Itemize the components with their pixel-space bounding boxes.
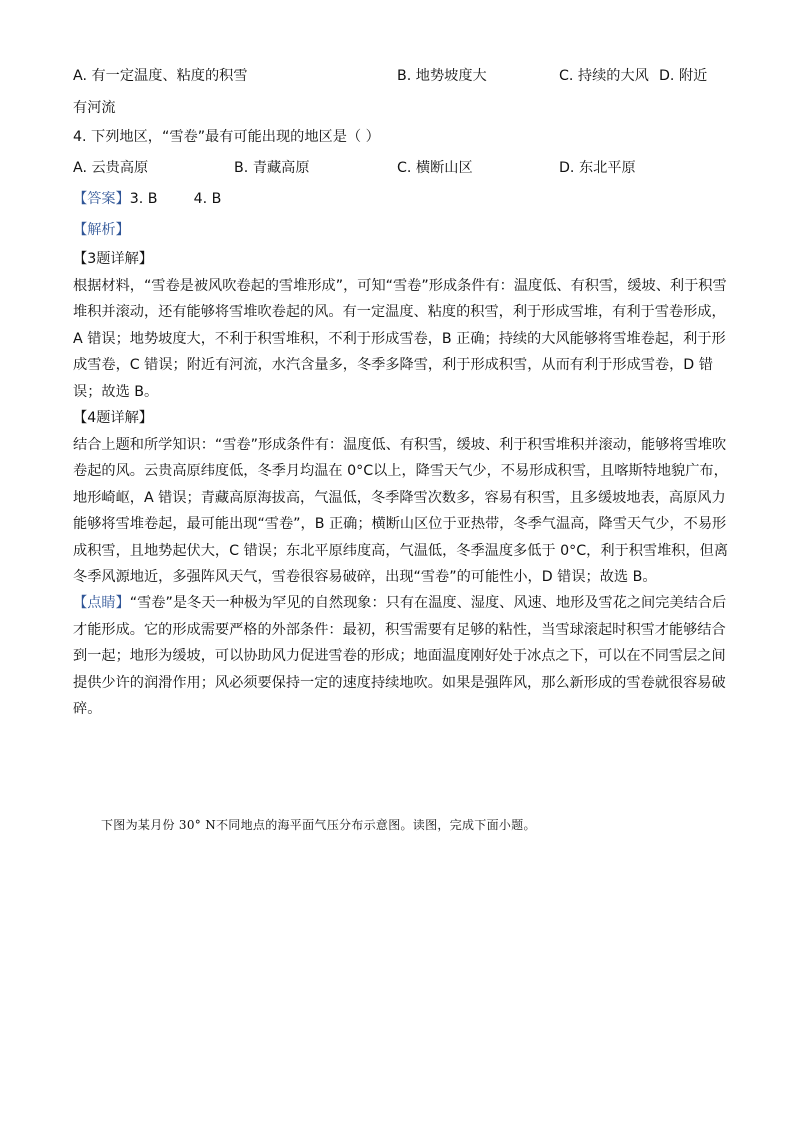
q4-options-row — [73, 158, 715, 178]
analysis-tag: 【解析】 — [73, 222, 130, 238]
q3-option-d: D. 附近 — [659, 68, 708, 84]
next-question-caption: 下图为某月份 30° N不同地点的海平面气压分布示意图。读图，完成下面小题。 — [101, 818, 536, 832]
dianjing-line-2: 才能形成。它的形成需要严格的外部条件：最初，积雪需要有足够的粘性，当雪球滚起时积雪才能够结合 — [73, 621, 726, 638]
dianjing-line-5: 碎。 — [73, 701, 102, 718]
detail3-line-4: 成雪卷，C 错误；附近有河流，水汽含量多，冬季多降雪，利于形成积雪，从而有利于形成雪卷，D 错 — [73, 357, 713, 374]
detail3-line-5: 误；故选 B。 — [73, 383, 159, 400]
dianjing-line-3: 到一起；地形为缓坡，可以协助风力促进雪卷的形成；地面温度刚好处于冰点之下，可以在不同雪层之间 — [73, 648, 726, 665]
detail4-line-4: 能够将雪堆卷起，最可能出现“雪卷”，B 正确；横断山区位于亚热带，冬季气温高，降雪天气少，不易形 — [73, 516, 727, 533]
q3-option-d-continued: 有河流 — [73, 100, 116, 116]
q4-option-b: B. 青藏高原 — [234, 160, 310, 176]
q4-option-a: A. 云贵高原 — [73, 160, 149, 176]
answer-text: 3. B 4. B — [129, 191, 222, 207]
detail4-line-2: 卷起的风。云贵高原纬度低，冬季月均温在 0°C以上，降雪天气少，不易形成积雪，且喀斯特地貌广布， — [73, 463, 728, 480]
detail4-line-1: 结合上题和所学知识：“雪卷”形成条件有：温度低、有积雪，缓坡、利于积雪堆积并滚动，能够将雪堆吹 — [73, 437, 727, 454]
q3-option-c: C. 持续的大风 — [559, 68, 649, 84]
q3-option-a: A. 有一定温度、粘度的积雪 — [73, 68, 248, 84]
detail3-line-2: 堆积并滚动，还有能够将雪堆吹卷起的风。有一定温度、粘度的积雪，利于形成雪堆，有利于雪卷形成， — [73, 304, 726, 321]
q4-option-d: D. 东北平原 — [559, 160, 636, 176]
detail4-tag: 【4题详解】 — [73, 410, 153, 427]
document-page — [73, 66, 729, 723]
q4-stem: 4. 下列地区，“雪卷”最有可能出现的地区是（ ） — [73, 129, 380, 145]
detail4-line-5: 成积雪，且地势起伏大，C 错误；东北平原纬度高，气温低，冬季温度多低于 0°C，利于积雪堆积，但离 — [73, 542, 729, 559]
dianjing-first-text: “雪卷”是冬天一种极为罕见的自然现象：只有在温度、湿度、风速、地形及雪花之间完美结合后 — [129, 595, 727, 612]
answer-tag: 【答案】 — [73, 191, 130, 207]
detail3-paragraph — [73, 273, 727, 405]
dianjing-paragraph — [73, 590, 727, 722]
q3-options-row — [73, 66, 715, 86]
dianjing-line-1 — [73, 590, 727, 616]
detail4-paragraph — [73, 432, 729, 590]
answer-line — [73, 189, 715, 209]
detail4-line-3: 地形崎岖，A 错误；青藏高原海拔高，气温低，冬季降雪次数多，容易有积雪，且多缓坡地表，高原风力 — [73, 489, 726, 506]
detail3-line-1: 根据材料，“雪卷是被风吹卷起的雪堆形成”，可知“雪卷”形成条件有：温度低、有积雪，缓坡、利于积雪 — [73, 278, 727, 294]
detail4-line-6: 冬季风源地近，多强阵风天气，雪卷很容易破碎，出现“雪卷”的可能性小，D 错误；故选 B。 — [73, 569, 657, 586]
dianjing-line-4: 提供少许的润滑作用；风必须要保持一定的速度持续地吹。如果是强阵风，那么新形成的雪卷就很容易破 — [73, 674, 726, 691]
analysis-tag-line — [73, 220, 715, 240]
q3-option-b: B. 地势坡度大 — [397, 68, 487, 84]
dianjing-tag: 【点睛】 — [73, 595, 130, 612]
detail3-line-3: A 错误；地势坡度大，不利于积雪堆积，不利于形成雪卷，B 正确；持续的大风能够将雪堆卷起，利于形 — [73, 330, 726, 347]
q4-option-c: C. 横断山区 — [397, 160, 473, 176]
detail3-tag: 【3题详解】 — [73, 251, 153, 267]
